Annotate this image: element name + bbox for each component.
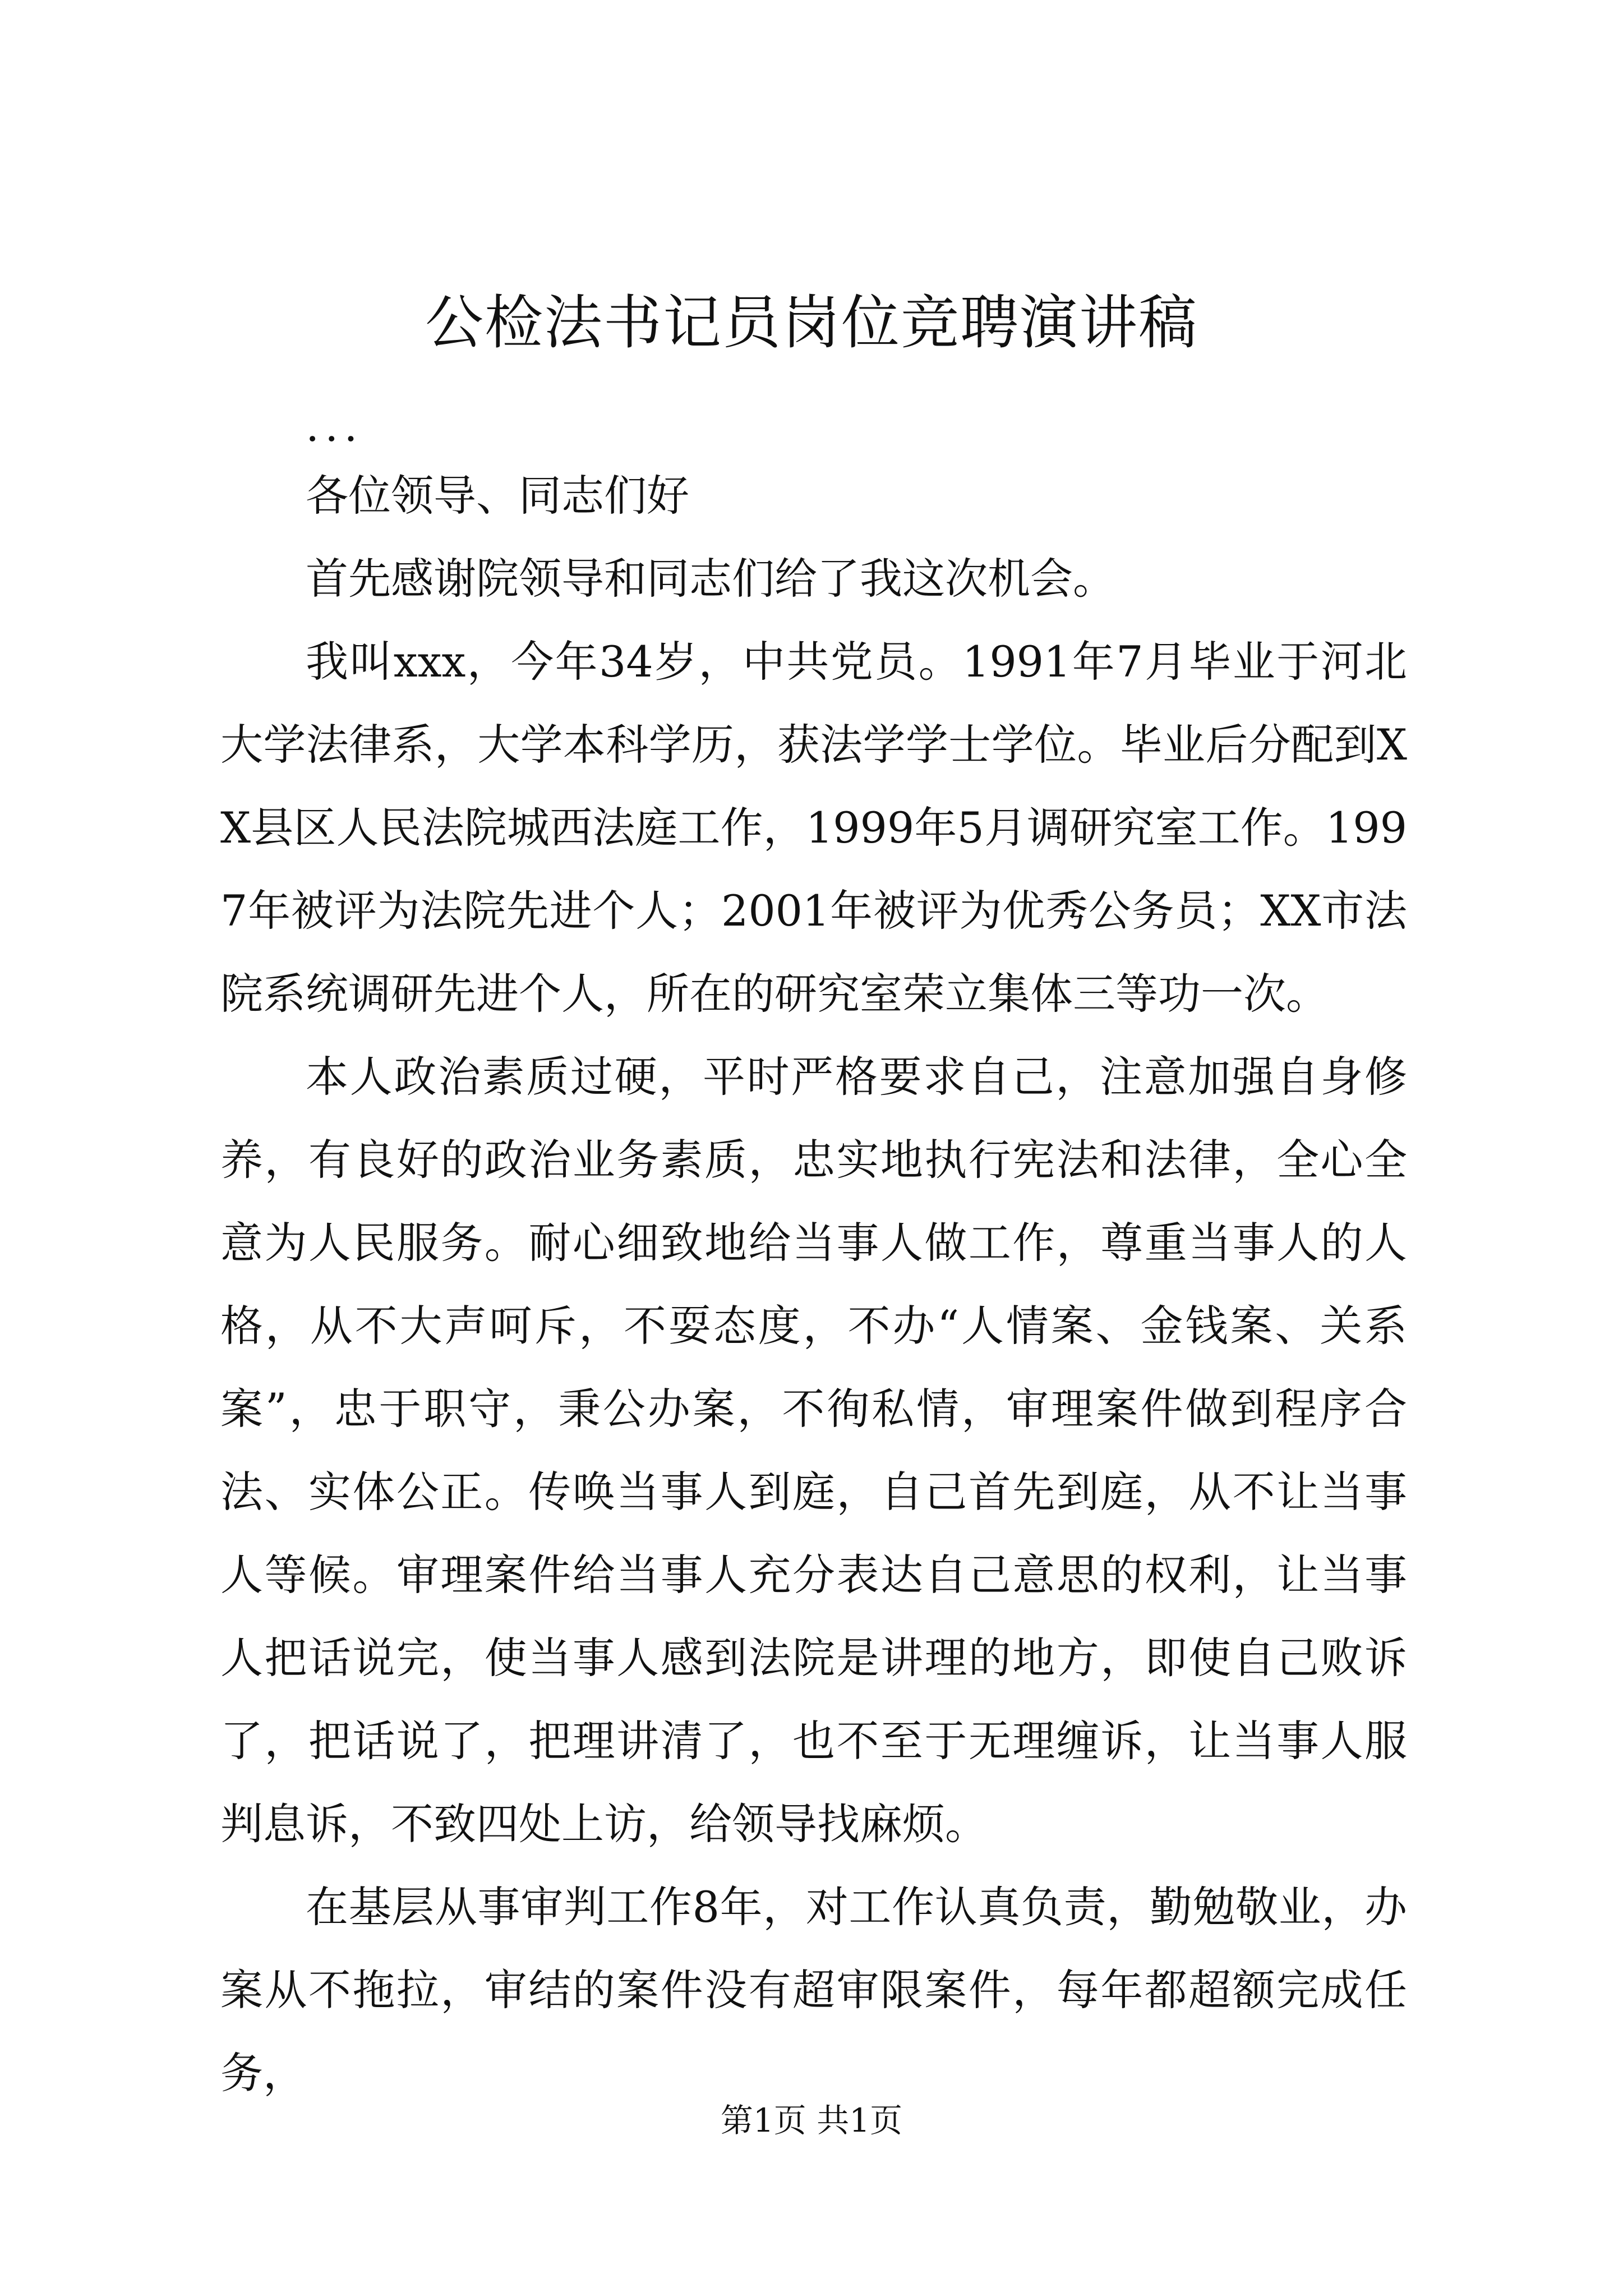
ellipsis-line: ... xyxy=(306,401,363,451)
greeting-paragraph: 各位领导、同志们好 xyxy=(306,471,689,521)
document-body xyxy=(220,398,1407,2115)
page-footer: 第1页 共1页 xyxy=(720,2101,903,2139)
political-quality-paragraph: 本人政治素质过硬，平时严格要求自己，注意加强自身修养，有良好的政治业务素质，忠实地执行宪法和法律，全心全意为人民服务。耐心细致地给当事人做工作，尊重当事人的人格，从不大声呵斥，不耍态度，不办“人情案、金钱案、关系案”，忠于职守，秉公办案，不徇私情，审理案件做到程序合法、实体公正。传唤当事人到庭，自己首先到庭，从不让当事人等候。审理案件给当事人充分表达自己意思的权利，让当事人把话说完，使当事人感到法院是讲理的地方，即使自己败诉了，把话说了，把理讲清了，也不至于无理缠诉，让当事人服判息诉，不致四处上访，给领导找麻烦。 xyxy=(220,1052,1407,1849)
work-experience-paragraph: 在基层从事审判工作8年，对工作认真负责，勤勉敬业，办案从不拖拉，审结的案件没有超审限案件，每年都超额完成任务， xyxy=(220,1882,1407,2098)
introduction-paragraph: 我叫xxx，今年34岁，中共党员。1991年7月毕业于河北大学法律系，大学本科学历，获法学学士学位。毕业后分配到XX县区人民法院城西法庭工作，1999年5月调研究室工作。1997年被评为法院先进个人；2001年被评为优秀公务员；XX市法院系统调研先进个人，所在的研究室荣立集体三等功一次。 xyxy=(220,637,1407,1019)
thanks-paragraph: 首先感谢院领导和同志们给了我这次机会。 xyxy=(306,554,1115,604)
document-title: 公检法书记员岗位竞聘演讲稿 xyxy=(425,288,1198,357)
